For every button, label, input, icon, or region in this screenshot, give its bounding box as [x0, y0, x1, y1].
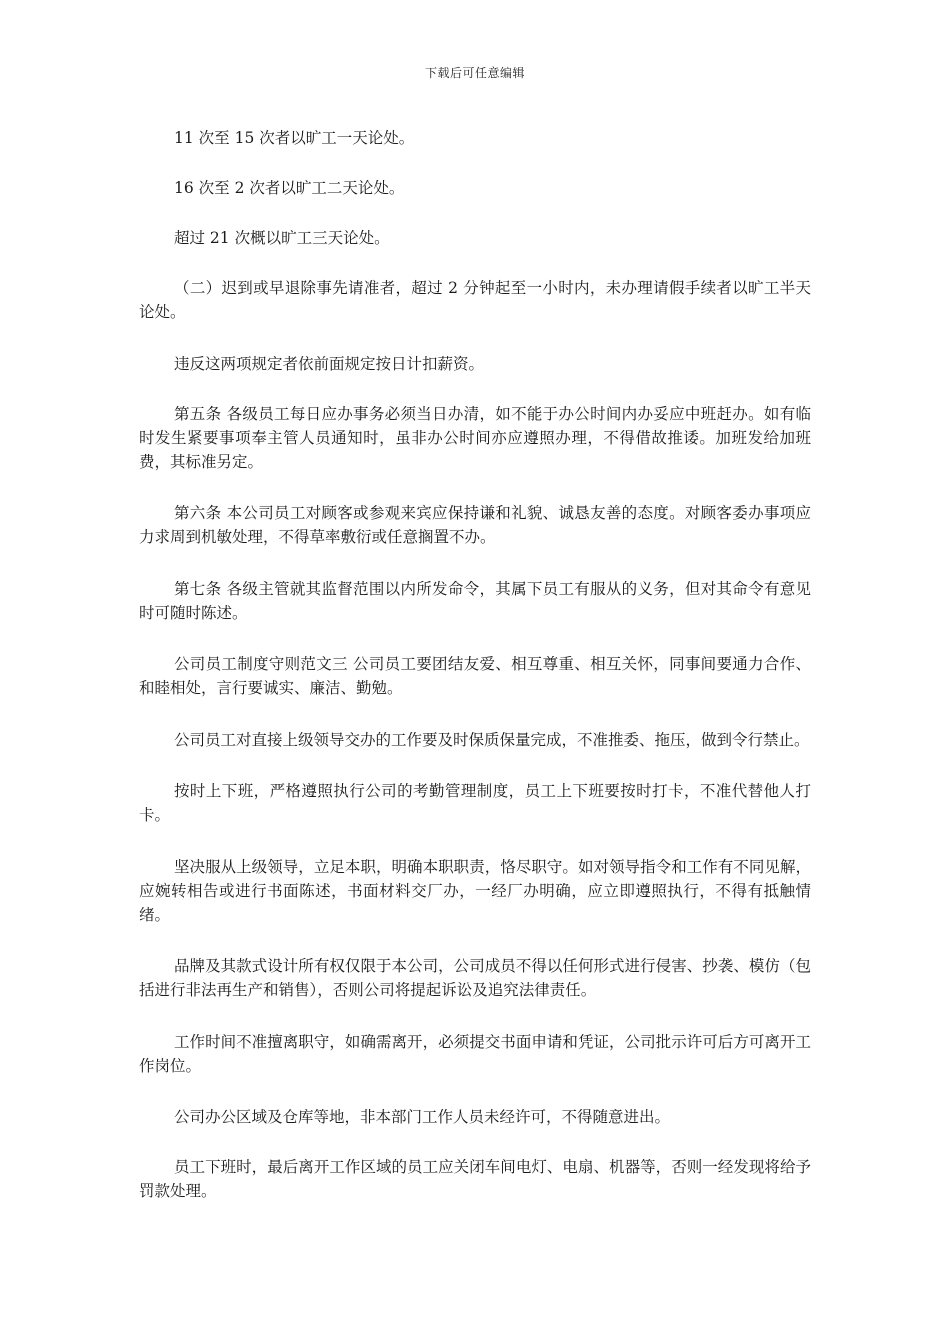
paragraph-4: （二）迟到或早退除事先请准者，超过 2 分钟起至一小时内，未办理请假手续者以旷工半天论处。: [139, 279, 811, 321]
paragraph-2: 16 次至 2 次者以旷工二天论处。: [174, 179, 405, 197]
paragraph-10: 公司员工对直接上级领导交办的工作要及时保质保量完成，不准推委、拖压，做到令行禁止。: [174, 730, 810, 749]
paragraph-5: 违反这两项规定者依前面规定按日计扣薪资。: [174, 354, 485, 373]
paragraph-13: 品牌及其款式设计所有权仅限于本公司，公司成员不得以任何形式进行侵害、抄袭、模仿（包括进行非法再生产和销售），否则公司将提起诉讼及追究法律责任。: [139, 957, 811, 999]
paragraph-7: 第六条 本公司员工对顾客或参观来宾应保持谦和礼貌、诚恳友善的态度。对顾客委办事项应力求周到机敏处理，不得草率敷衍或任意搁置不办。: [139, 504, 811, 546]
document-body: [139, 126, 811, 1231]
paragraph-15: 公司办公区域及仓库等地，非本部门工作人员未经许可，不得随意进出。: [174, 1108, 671, 1126]
paragraph-1: 11 次至 15 次者以旷工一天论处。: [174, 129, 415, 147]
paragraph-16: 员工下班时，最后离开工作区域的员工应关闭车间电灯、电扇、机器等，否则一经发现将给予罚款处理。: [139, 1158, 811, 1200]
page-header: 下载后可任意编辑: [424, 66, 525, 80]
paragraph-11: 按时上下班，严格遵照执行公司的考勤管理制度，员工上下班要按时打卡，不准代替他人打卡。: [139, 782, 811, 824]
paragraph-3: 超过 21 次概以旷工三天论处。: [174, 229, 390, 247]
paragraph-6: 第五条 各级员工每日应办事务必须当日办清，如不能于办公时间内办妥应中班赶办。如有临时发生紧要事项奉主管人员通知时，虽非办公时间亦应遵照办理，不得借故推诿。加班发给加班费，其标准另定。: [139, 404, 811, 471]
paragraph-8: 第七条 各级主管就其监督范围以内所发命令，其属下员工有服从的义务，但对其命令有意见时可随时陈述。: [139, 579, 811, 622]
paragraph-9: 公司员工制度守则范文三 公司员工要团结友爱、相互尊重、相互关怀，同事间要通力合作、和睦相处，言行要诚实、廉洁、勤勉。: [139, 655, 811, 697]
paragraph-12: 坚决服从上级领导，立足本职，明确本职职责，恪尽职守。如对领导指令和工作有不同见解，应婉转相告或进行书面陈述，书面材料交厂办，一经厂办明确，应立即遵照执行，不得有抵触情绪。: [139, 857, 811, 924]
paragraph-14: 工作时间不准擅离职守，如确需离开，必须提交书面申请和凭证，公司批示许可后方可离开工作岗位。: [139, 1032, 811, 1075]
